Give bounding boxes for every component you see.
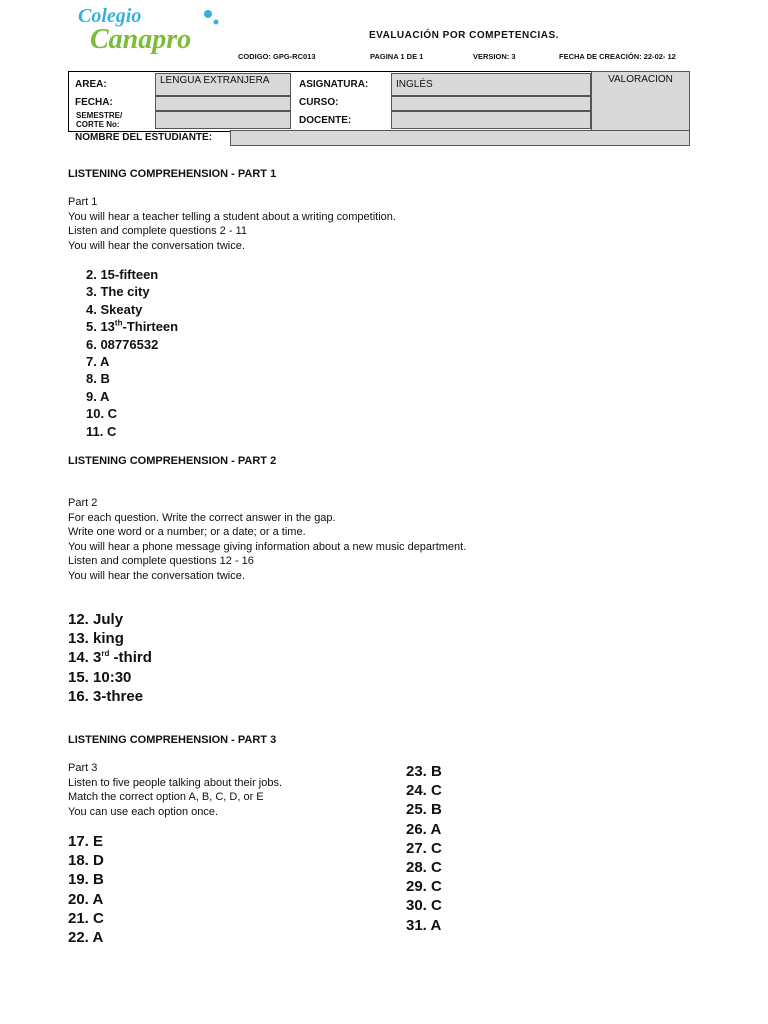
- logo-text-colegio: Colegio: [78, 5, 142, 27]
- document-title: EVALUACIÓN POR COMPETENCIAS.: [369, 30, 559, 41]
- fecha-creacion-text: FECHA DE CREACIÓN: 22-02- 12: [559, 52, 676, 61]
- answer-14-sup: rd: [101, 649, 110, 659]
- answer-item: 19. B: [68, 871, 104, 889]
- answer-item: 13. king: [68, 630, 124, 648]
- part2-line: You will hear the conversation twice.: [68, 569, 245, 582]
- answer-14-rest: -third: [109, 649, 152, 667]
- answer-5-number: 5. 13: [86, 319, 115, 335]
- answer-item: 12. July: [68, 611, 124, 628]
- part3-line: Listen to five people talking about their jobs.: [68, 776, 283, 789]
- answer-item: 27. C: [406, 839, 442, 857]
- part2-answers: [68, 610, 152, 706]
- part2-line: Part 2: [68, 497, 98, 509]
- nombre-field[interactable]: [230, 130, 690, 146]
- answer-item: 28. C: [406, 859, 442, 877]
- part3-answers-left: [68, 832, 104, 947]
- answer-item: 2. 15-fifteen: [86, 267, 159, 282]
- area-field[interactable]: LENGUA EXTRANJERA: [155, 73, 291, 96]
- valoracion-box[interactable]: [591, 71, 690, 131]
- answer-item: 6. 08776532: [86, 336, 159, 352]
- answer-item: 29. C: [406, 878, 442, 896]
- semestre-label-line1: SEMESTRE/: [76, 111, 123, 120]
- answer-item: 24. C: [406, 782, 442, 800]
- part1-line: You will hear the conversation twice.: [68, 239, 245, 252]
- answer-item: 23. B: [406, 763, 442, 780]
- answer-item: 17. E: [68, 833, 104, 850]
- answer-item: 26. A: [406, 820, 442, 838]
- part3-line: You can use each option once.: [68, 805, 219, 818]
- asignatura-label: ASIGNATURA:: [299, 79, 369, 90]
- part2-line: Listen and complete questions 12 - 16: [68, 555, 254, 567]
- docente-field[interactable]: [391, 111, 591, 129]
- answer-14-number: 14. 3: [68, 649, 102, 667]
- answer-5-sup: th: [114, 318, 123, 328]
- part2-line: Write one word or a number; or a date; or a time.: [68, 526, 306, 538]
- area-label: AREA:: [75, 79, 107, 90]
- answer-item: 18. D: [68, 852, 104, 870]
- answer-item: 10. C: [86, 406, 118, 422]
- answer-item: 21. C: [68, 909, 104, 927]
- codigo-text: CODIGO: GPG-RC013: [238, 52, 316, 61]
- logo-dot-small: [214, 20, 219, 25]
- answer-item: 30. C: [406, 897, 442, 915]
- answer-item: 4. Skeaty: [86, 301, 143, 317]
- part3-instructions: [68, 761, 282, 819]
- version-text: VERSION: 3: [473, 52, 516, 61]
- part1-instructions: [68, 195, 396, 253]
- part3-line: Part 3: [68, 762, 98, 774]
- answer-5-rest: -Thirteen: [122, 319, 179, 335]
- pagina-text: PAGINA 1 DE 1: [370, 52, 424, 61]
- answer-item: 3. The city: [86, 284, 150, 300]
- curso-field[interactable]: [391, 96, 591, 111]
- answer-item: 8. B: [86, 371, 110, 387]
- part1-line: Listen and complete questions 2 - 11: [68, 225, 247, 237]
- fecha-label: FECHA:: [75, 97, 113, 108]
- part2-line: You will hear a phone message giving information about a new music department.: [68, 540, 467, 553]
- part3-line: Match the correct option A, B, C, D, or E: [68, 791, 264, 803]
- answer-item: 15. 10:30: [68, 668, 132, 686]
- curso-label: CURSO:: [299, 97, 339, 108]
- answer-item: 22. A: [68, 929, 104, 947]
- part1-answers: [86, 266, 178, 440]
- asignatura-field[interactable]: INGLÉS: [391, 73, 591, 96]
- part3-heading: LISTENING COMPREHENSION - PART 3: [68, 734, 277, 746]
- answer-item: 31. A: [406, 916, 442, 934]
- part1-line: Part 1: [68, 196, 98, 208]
- part2-heading: LISTENING COMPREHENSION - PART 2: [68, 455, 277, 467]
- part2-line: For each question. Write the correct answer in the gap.: [68, 511, 336, 524]
- answer-item: 20. A: [68, 890, 104, 908]
- valoracion-label: VALORACION: [608, 74, 673, 85]
- answer-item: [68, 648, 152, 667]
- answer-item: 25. B: [406, 801, 442, 819]
- answer-item: 11. C: [86, 423, 117, 439]
- semestre-field[interactable]: [155, 111, 291, 129]
- answer-item: 7. A: [86, 354, 110, 370]
- school-logo: [72, 2, 222, 54]
- semestre-label-line2: CORTE No:: [76, 120, 120, 129]
- semestre-label: [76, 111, 122, 129]
- part2-instructions: [68, 496, 466, 583]
- fecha-field[interactable]: [155, 96, 291, 111]
- part1-line: You will hear a teacher telling a student about a writing competition.: [68, 210, 396, 223]
- part1-heading: LISTENING COMPREHENSION - PART 1: [68, 168, 277, 180]
- logo-text-canapro: Canapro: [90, 24, 192, 54]
- nombre-label: NOMBRE DEL ESTUDIANTE:: [75, 132, 213, 143]
- part3-answers-right: [406, 762, 442, 935]
- answer-item: 9. A: [86, 388, 110, 404]
- logo-dot-large: [204, 10, 212, 18]
- docente-label: DOCENTE:: [299, 115, 352, 126]
- answer-item: [86, 318, 178, 335]
- answer-item: 16. 3-three: [68, 687, 144, 705]
